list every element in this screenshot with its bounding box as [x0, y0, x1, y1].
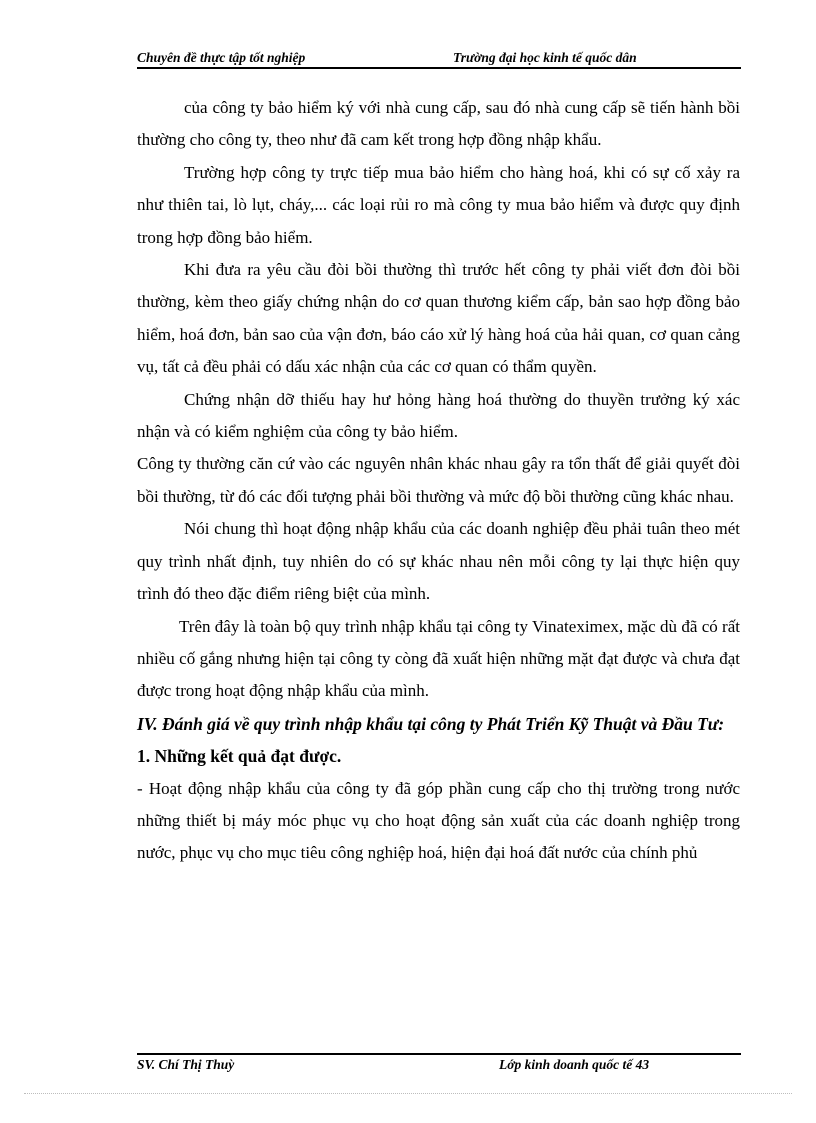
- footer-right-text: Lớp kinh doanh quốc tế 43: [499, 1057, 650, 1072]
- paragraph-2: Trường hợp công ty trực tiếp mua bảo hiểm cho hàng hoá, khi có sự cố xảy ra như thiên tai, lò lụt, cháy,... các loại rủi ro mà công ty mua bảo hiểm và được quy định trong hợp đồng bảo hiểm.: [137, 162, 740, 247]
- section-heading-iv: IV. Đánh giá về quy trình nhập khẩu tại công ty Phát Triển Kỹ Thuật và Đầu Tư:: [137, 713, 725, 734]
- page-boundary-line: [24, 1093, 792, 1094]
- paragraph-1: của công ty bảo hiểm ký với nhà cung cấp, sau đó nhà cung cấp sẽ tiến hành bồi thường cho công ty, theo như đã cam kết trong hợp đồng nhập khẩu.: [137, 98, 740, 150]
- subsection-heading-1: 1. Những kết quả đạt được.: [137, 746, 342, 767]
- paragraph-6: Nói chung thì hoạt động nhập khẩu của các doanh nghiệp đều phải tuân theo mét quy trình nhất định, tuy nhiên do có sự khác nhau nên mỗi công ty lại thực hiện quy trình đó theo đặc điểm riêng biệt của mình.: [137, 519, 740, 604]
- paragraph-3: Khi đưa ra yêu cầu đòi bồi thường thì trước hết công ty phải viết đơn đòi bồi thường, kèm theo giấy chứng nhận do cơ quan thương kiểm cấp, bản sao hợp đồng bảo hiểm, hoá đơn, bản sao của vận đơn, báo cáo xử lý hàng hoá của hải quan, cơ quan cảng vụ, tất cả đều phải có dấu xác nhận của các cơ quan có thẩm quyền.: [137, 260, 740, 377]
- paragraph-4: Chứng nhận dỡ thiếu hay hư hỏng hàng hoá thường do thuyền trưởng ký xác nhận và có kiểm nghiệm của công ty bảo hiểm.: [137, 389, 740, 442]
- footer-rule: [137, 1053, 741, 1055]
- page-header: [137, 50, 741, 68]
- paragraph-7: Trên đây là toàn bộ quy trình nhập khẩu tại công ty Vinateximex, mặc dù đã có rất nhiều cố gắng nhưng hiện tại công ty còng đã xuất hiện những mặt đạt được và chưa đạt được trong hoạt động nhập khẩu của mình.: [137, 616, 740, 701]
- document-body: [137, 92, 740, 870]
- header-left-text: Chuyên đề thực tập tốt nghiệp: [137, 50, 306, 65]
- footer-left-text: SV. Chí Thị Thuỳ: [137, 1057, 235, 1072]
- paragraph-8: - Hoạt động nhập khẩu của công ty đã góp phần cung cấp cho thị trường trong nước những thiết bị máy móc phục vụ cho hoạt động sản xuất của các doanh nghiệp trong nước, phục vụ cho mục tiêu công nghiệp hoá, hiện đại hoá đất nước của chính phủ: [137, 778, 740, 863]
- page-footer: [137, 1057, 741, 1075]
- header-right-text: Trường đại học kinh tế quốc dân: [453, 50, 637, 65]
- header-rule: [137, 67, 741, 69]
- paragraph-5: Công ty thường căn cứ vào các nguyên nhân khác nhau gây ra tổn thất để giải quyết đòi bồi thường, từ đó các đối tượng phải bồi thường và mức độ bồi thường cũng khác nhau.: [137, 454, 740, 506]
